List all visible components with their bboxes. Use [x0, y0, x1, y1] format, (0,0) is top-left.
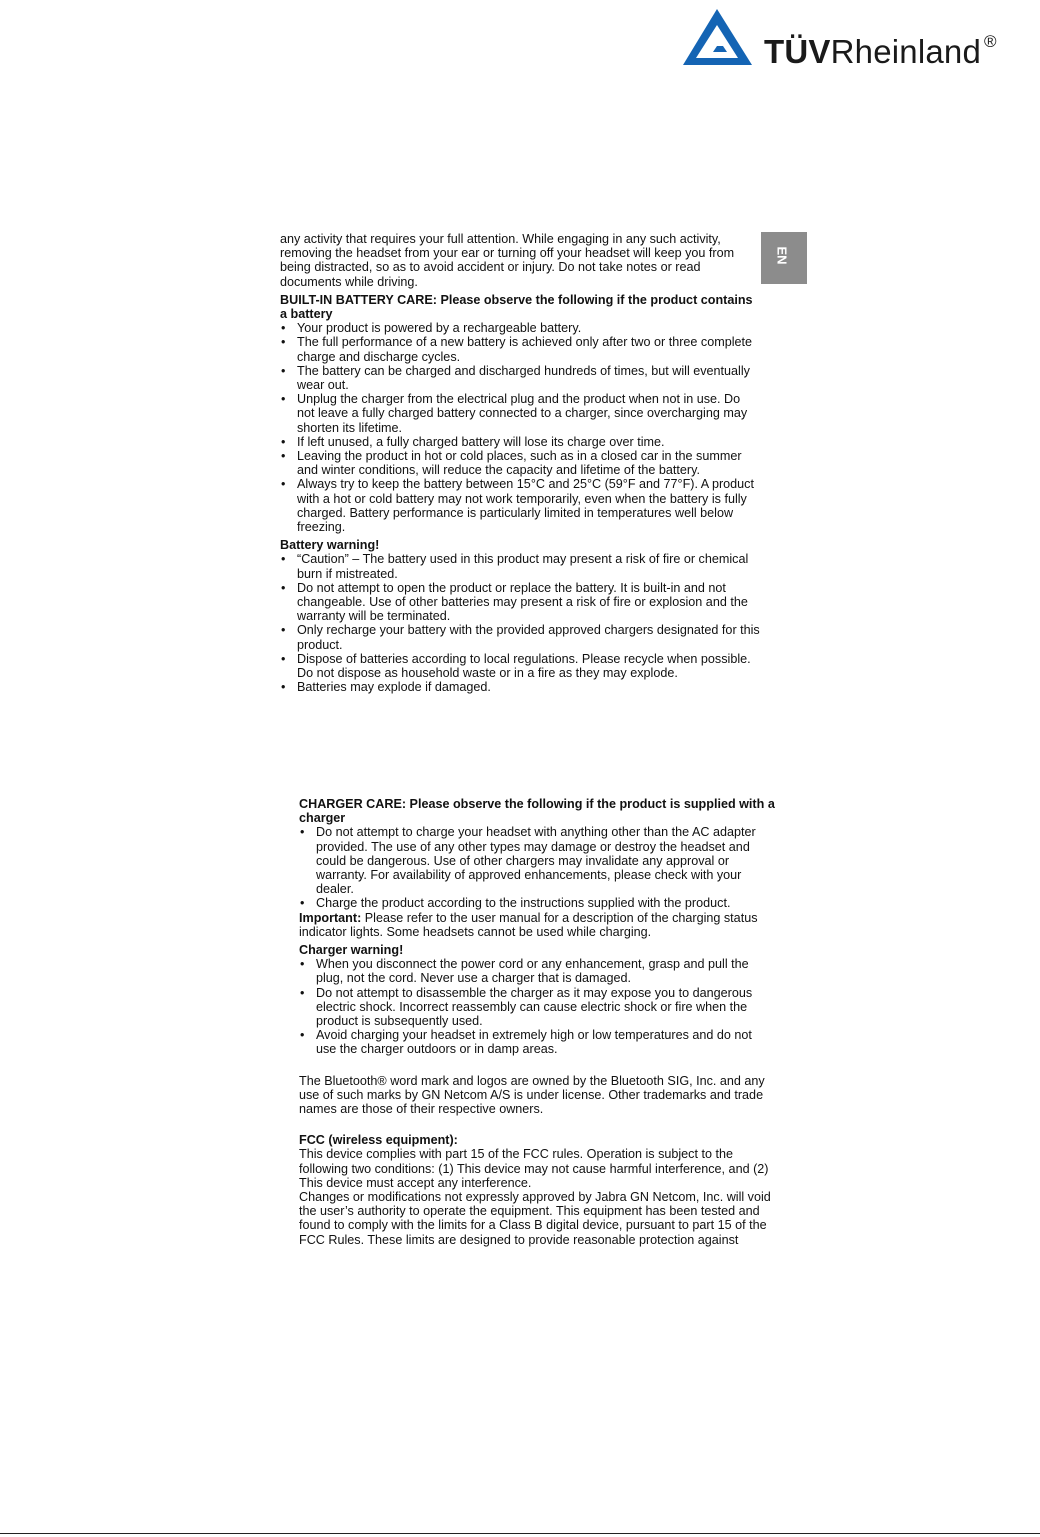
list-item: • Do not attempt to charge your headset with anything other than the AC adapter provided. The use of any other types may damage or destroy the headset and could be dangerous. Use of other chargers may invalidate any approval or warranty. For availability of approved enhancements, please check with your dealer.	[299, 825, 775, 896]
charger-warning-list	[299, 957, 775, 1056]
list-item: • Do not attempt to disassemble the charger as it may expose you to dangerous electric shock. Incorrect reassembly can cause electric shock or fire when the product is subsequently used.	[299, 986, 775, 1029]
battery-section	[280, 232, 760, 695]
battery-warning-list	[280, 552, 760, 694]
language-tab	[761, 232, 807, 284]
battery-care-list	[280, 321, 760, 534]
list-item: • Leaving the product in hot or cold places, such as in a closed car in the summer and winter conditions, will reduce the capacity and lifetime of the battery.	[280, 449, 760, 477]
list-item: • Batteries may explode if damaged.	[280, 680, 760, 694]
list-item: • Dispose of batteries according to local regulations. Please recycle when possible. Do not dispose as household waste or in a fire as they may explode.	[280, 652, 760, 680]
list-item: • The battery can be charged and discharged hundreds of times, but will eventually wear out.	[280, 364, 760, 392]
list-item: • Avoid charging your headset in extremely high or low temperatures and do not use the charger outdoors or in damp areas.	[299, 1028, 775, 1056]
battery-warning-heading: Battery warning!	[280, 538, 380, 553]
list-item: • The full performance of a new battery is achieved only after two or three complete charge and discharge cycles.	[280, 335, 760, 363]
list-item: • If left unused, a fully charged battery will lose its charge over time.	[280, 435, 760, 449]
fcc-paragraph-2: Changes or modifications not expressly approved by Jabra GN Netcom, Inc. will void the user’s authority to operate the equipment. This equipment has been tested and found to comply with the limits for a Class B digital device, pursuant to part 15 of the FCC Rules. These limits are designed to provide reasonable protection against	[299, 1190, 771, 1247]
important-label: Important:	[299, 910, 362, 925]
fcc-paragraph-1: This device complies with part 15 of the FCC rules. Operation is subject to the following two conditions: (1) This device may not cause harmful interference, and (2) This device must accept any interference.	[299, 1147, 769, 1190]
tuv-rheinland-logo	[683, 8, 1013, 68]
charger-care-list	[299, 825, 775, 910]
intro-paragraph: any activity that requires your full attention. While engaging in any such activity, removing the headset from your ear or turning off your headset will keep you from being distracted, so as to avoid accident or injury. Do not take notes or read documents while driving.	[280, 232, 735, 289]
list-item: • “Caution” – The battery used in this product may present a risk of fire or chemical burn if mistreated.	[280, 552, 760, 580]
important-note	[299, 911, 775, 939]
language-tab-label: EN	[774, 246, 790, 265]
tuv-triangle-icon	[683, 8, 755, 68]
list-item: • Unplug the charger from the electrical plug and the product when not in use. Do not leave a fully charged battery connected to a charger, since overcharging may shorten its lifetime.	[280, 392, 760, 435]
fcc-heading: FCC (wireless equipment):	[299, 1133, 458, 1148]
list-item: • Do not attempt to open the product or replace the battery. It is built-in and not changeable. Use of other batteries may present a risk of fire or explosion and the warranty will be terminated.	[280, 581, 760, 624]
charger-care-heading: CHARGER CARE: Please observe the following if the product is supplied with a charger	[299, 797, 775, 826]
bluetooth-trademark-paragraph: The Bluetooth® word mark and logos are owned by the Bluetooth SIG, Inc. and any use of such marks by GN Netcom A/S is under license. Other trademarks and trade names are those of their respective owners.	[299, 1073, 765, 1117]
list-item: • Charge the product according to the instructions supplied with the product.	[299, 896, 775, 910]
page-bottom-rule	[0, 1533, 1040, 1534]
important-text: Please refer to the user manual for a description of the charging status indicator lights. Some headsets cannot be used while charging.	[299, 910, 758, 939]
logo-wordmark: TÜVRheinland ®	[764, 32, 997, 70]
list-item: • Always try to keep the battery between 15°C and 25°C (59°F and 77°F). A product with a hot or cold battery may not work temporarily, even when the battery is fully charged. Battery performance is particularly limited in temperatures well below freezing.	[280, 477, 760, 534]
list-item: • Only recharge your battery with the provided approved chargers designated for this product.	[280, 623, 760, 651]
list-item: • When you disconnect the power cord or any enhancement, grasp and pull the plug, not the cord. Never use a charger that is damaged.	[299, 957, 775, 985]
list-item: • Your product is powered by a rechargeable battery.	[280, 321, 760, 335]
charger-warning-heading: Charger warning!	[299, 943, 404, 958]
battery-care-heading: BUILT-IN BATTERY CARE: Please observe the following if the product contains a battery	[280, 292, 753, 322]
charger-section	[299, 797, 775, 1247]
